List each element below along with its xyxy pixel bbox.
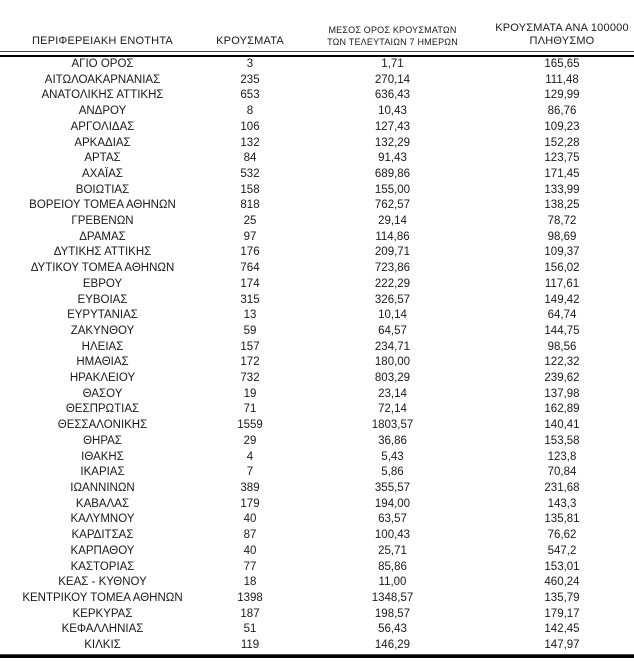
cases-cell: 8 xyxy=(246,105,254,118)
avg-7day-cell: 234,71 xyxy=(374,340,411,353)
table-row xyxy=(0,214,634,230)
cases-cell: 87 xyxy=(243,529,257,542)
cases-cell: 106 xyxy=(240,120,260,133)
region-cell: ΚΕΑΣ - ΚΥΘΝΟΥ xyxy=(58,576,147,589)
region-cell: ΘΑΣΟΥ xyxy=(82,387,123,400)
per-100k-cell: 162,89 xyxy=(544,403,580,416)
cases-cell: 764 xyxy=(240,262,260,275)
header-row xyxy=(0,10,634,52)
table-row xyxy=(0,371,634,387)
per-100k-cell: 109,23 xyxy=(544,120,580,133)
table-row xyxy=(0,198,634,214)
region-cell: ΗΛΕΙΑΣ xyxy=(81,340,124,353)
region-cell: ΑΡΚΑΔΙΑΣ xyxy=(74,136,131,149)
region-cell: ΚΑΡΠΑΘΟΥ xyxy=(70,544,135,557)
cases-cell: 532 xyxy=(240,167,260,180)
cases-cell: 158 xyxy=(240,183,260,196)
cases-cell: 172 xyxy=(240,356,260,369)
table-row xyxy=(0,151,634,167)
per-100k-cell: 98,69 xyxy=(547,230,577,243)
per-100k-cell: 137,98 xyxy=(544,387,580,400)
region-cell: ΘΕΣΠΡΩΤΙΑΣ xyxy=(65,403,140,416)
region-cell: ΚΕΝΤΡΙΚΟΥ ΤΟΜΕΑ ΑΘΗΝΩΝ xyxy=(22,591,183,604)
table-row xyxy=(0,607,634,623)
table-footer xyxy=(0,654,634,656)
avg-7day-cell: 56,43 xyxy=(378,623,407,636)
per-100k-cell: 133,99 xyxy=(544,183,580,196)
per-100k-cell: 547,2 xyxy=(547,544,577,557)
table-header xyxy=(0,10,634,56)
table-row xyxy=(0,73,634,89)
per-100k-cell: 144,75 xyxy=(544,324,580,337)
avg-7day-cell: 29,14 xyxy=(378,215,407,228)
per-100k-cell: 129,99 xyxy=(544,89,580,102)
per-100k-cell: 76,62 xyxy=(547,529,577,542)
cases-cell: 18 xyxy=(243,576,257,589)
avg-7day-cell: 132,29 xyxy=(374,136,411,149)
avg-7day-cell: 23,14 xyxy=(378,387,407,400)
avg-7day-cell: 803,29 xyxy=(374,372,411,385)
region-cell: ΘΗΡΑΣ xyxy=(83,434,122,447)
region-cell: ΑΧΑΪΑΣ xyxy=(82,167,123,180)
region-cell: ΚΑΛΥΜΝΟΥ xyxy=(70,513,135,526)
table-row xyxy=(0,308,634,324)
table-row xyxy=(0,481,634,497)
per-100k-cell: 147,97 xyxy=(490,638,634,654)
per-100k-cell: 111,48 xyxy=(545,73,579,86)
cases-cell: 7 xyxy=(246,466,254,479)
cases-cell: 732 xyxy=(240,372,260,385)
per-100k-cell: 153,01 xyxy=(544,560,580,573)
avg-7day-cell: 762,57 xyxy=(374,199,411,212)
avg-7day-cell: 723,86 xyxy=(374,262,411,275)
per-100k-cell: 171,45 xyxy=(544,167,580,180)
region-cell: ΕΥΡΥΤΑΝΙΑΣ xyxy=(67,309,138,322)
region-cell: ΘΕΣΣΑΛΟΝΙΚΗΣ xyxy=(57,419,148,432)
column-header-cases-label: ΚΡΟΥΣΜΑΤΑ xyxy=(216,35,284,47)
region-cell: ΔΡΑΜΑΣ xyxy=(79,230,126,243)
table-row xyxy=(0,528,634,544)
per-100k-cell: 135,79 xyxy=(544,591,580,604)
table-row xyxy=(0,183,634,199)
avg-7day-cell: 91,43 xyxy=(378,152,407,165)
cases-cell: 389 xyxy=(240,481,260,494)
table-row xyxy=(0,418,634,434)
cases-cell: 84 xyxy=(243,152,257,165)
avg-7day-cell: 10,43 xyxy=(378,105,407,118)
column-header-per-100k-line1: ΚΡΟΥΣΜΑΤΑ ΑΝΑ 100000 xyxy=(495,22,629,34)
table-row xyxy=(0,120,634,136)
region-cell: ΓΡΕΒΕΝΩΝ xyxy=(71,215,134,228)
cases-cell: 132 xyxy=(240,136,260,149)
region-cell: ΔΥΤΙΚΗΣ ΑΤΤΙΚΗΣ xyxy=(53,246,152,259)
region-cell: ΒΟΡΕΙΟΥ ΤΟΜΕΑ ΑΘΗΝΩΝ xyxy=(29,199,176,212)
cases-cell: 174 xyxy=(240,277,260,290)
table-row xyxy=(0,104,634,120)
per-100k-cell: 138,25 xyxy=(544,199,580,212)
column-header-cases xyxy=(205,10,295,52)
per-100k-cell: 179,17 xyxy=(544,607,580,620)
avg-7day-cell: 63,57 xyxy=(378,513,407,526)
avg-7day-cell: 5,86 xyxy=(381,466,404,479)
per-100k-cell: 117,61 xyxy=(544,277,580,290)
table-row xyxy=(0,544,634,560)
per-100k-cell: 231,68 xyxy=(544,481,580,494)
cases-cell: 13 xyxy=(243,309,257,322)
avg-7day-cell: 355,57 xyxy=(374,481,411,494)
table-row xyxy=(0,324,634,340)
region-cell: ΗΜΑΘΙΑΣ xyxy=(76,356,129,369)
cases-cell: 119 xyxy=(205,638,295,654)
region-cell: ΖΑΚΥΝΘΟΥ xyxy=(70,324,135,337)
per-100k-cell: 165,65 xyxy=(544,58,580,70)
cases-cell: 818 xyxy=(240,199,260,212)
region-cell: ΕΥΒΟΙΑΣ xyxy=(77,293,128,306)
regional-cases-table xyxy=(0,10,634,658)
per-100k-cell: 239,62 xyxy=(544,372,580,385)
region-cell: ΑΡΤΑΣ xyxy=(84,152,121,165)
column-header-avg-7day-line1: ΜΕΣΟΣ ΟΡΟΣ ΚΡΟΥΣΜΑΤΩΝ xyxy=(328,25,457,35)
avg-7day-cell: 36,86 xyxy=(378,434,407,447)
table-row xyxy=(0,136,634,152)
table-row xyxy=(0,622,634,638)
per-100k-cell: 122,32 xyxy=(544,356,580,369)
table-row xyxy=(0,230,634,246)
per-100k-cell: 70,84 xyxy=(547,466,577,479)
table-row xyxy=(0,638,634,654)
cases-cell: 176 xyxy=(240,246,260,259)
bottom-thick-rule-cell xyxy=(0,654,634,656)
region-cell: ΚΕΦΑΛΛΗΝΙΑΣ xyxy=(61,623,144,636)
cases-cell: 77 xyxy=(243,560,257,573)
cases-cell: 157 xyxy=(240,340,260,353)
avg-7day-cell: 127,43 xyxy=(374,120,411,133)
cases-cell: 51 xyxy=(243,623,257,636)
cases-cell: 3 xyxy=(246,58,254,70)
avg-7day-cell: 689,86 xyxy=(374,167,411,180)
column-header-avg-7day-line2: ΤΩΝ ΤΕΛΕΥΤΑΙΩΝ 7 ΗΜΕΡΩΝ xyxy=(327,36,458,47)
per-100k-cell: 98,56 xyxy=(547,340,577,353)
per-100k-cell: 109,37 xyxy=(544,246,580,259)
per-100k-cell: 123,8 xyxy=(547,450,577,463)
cases-cell: 19 xyxy=(243,387,257,400)
table-row xyxy=(0,387,634,403)
region-cell: ΚΕΡΚΥΡΑΣ xyxy=(72,607,133,620)
region-cell: ΙΘΑΚΗΣ xyxy=(81,450,124,463)
table-row xyxy=(0,277,634,293)
avg-7day-cell: 1803,57 xyxy=(371,419,414,432)
region-cell: ΕΒΡΟΥ xyxy=(82,277,123,290)
table-row xyxy=(0,465,634,481)
region-cell: ΔΥΤΙΚΟΥ ΤΟΜΕΑ ΑΘΗΝΩΝ xyxy=(30,262,175,275)
region-cell: ΑΝΑΤΟΛΙΚΗΣ ΑΤΤΙΚΗΣ xyxy=(41,89,164,102)
region-cell: ΑΝΔΡΟΥ xyxy=(78,105,127,118)
region-cell: ΒΟΙΩΤΙΑΣ xyxy=(75,183,130,196)
cases-cell: 179 xyxy=(240,497,260,510)
table-body xyxy=(0,56,634,654)
table-row xyxy=(0,497,634,513)
per-100k-cell: 149,42 xyxy=(544,293,580,306)
avg-7day-cell: 11,00 xyxy=(378,576,407,589)
per-100k-cell: 78,72 xyxy=(547,215,577,228)
bottom-thick-rule xyxy=(0,654,634,656)
table-row xyxy=(0,434,634,450)
per-100k-cell: 135,81 xyxy=(544,513,580,526)
cases-cell: 4 xyxy=(246,450,254,463)
cases-cell: 235 xyxy=(240,73,260,86)
avg-7day-cell: 198,57 xyxy=(374,607,411,620)
per-100k-cell: 140,41 xyxy=(544,419,580,432)
table-row xyxy=(0,261,634,277)
per-100k-cell: 86,76 xyxy=(547,105,577,118)
avg-7day-cell: 326,57 xyxy=(374,293,411,306)
avg-7day-cell: 155,00 xyxy=(374,183,411,196)
table-row xyxy=(0,245,634,261)
avg-7day-cell: 636,43 xyxy=(374,89,411,102)
table-row xyxy=(0,575,634,591)
column-header-region-label: ΠΕΡΙΦΕΡΕΙΑΚΗ ΕΝΟΤΗΤΑ xyxy=(32,35,173,47)
per-100k-cell: 123,75 xyxy=(544,152,580,165)
avg-7day-cell: 270,14 xyxy=(374,73,411,86)
per-100k-cell: 64,74 xyxy=(547,309,577,322)
region-cell: ΙΚΑΡΙΑΣ xyxy=(80,466,125,479)
column-header-avg-7day xyxy=(295,10,490,52)
table-row xyxy=(0,402,634,418)
cases-cell: 40 xyxy=(243,513,257,526)
table-row xyxy=(0,293,634,309)
avg-7day-cell: 85,86 xyxy=(378,560,407,573)
per-100k-cell: 153,58 xyxy=(544,434,580,447)
region-cell: ΚΑΣΤΟΡΙΑΣ xyxy=(70,560,135,573)
cases-cell: 71 xyxy=(243,403,257,416)
table-row xyxy=(0,167,634,183)
region-cell: ΙΩΑΝΝΙΝΩΝ xyxy=(70,481,135,494)
cases-cell: 315 xyxy=(240,293,260,306)
avg-7day-cell: 100,43 xyxy=(374,529,411,542)
avg-7day-cell: 114,86 xyxy=(375,230,410,243)
avg-7day-cell: 1,71 xyxy=(381,58,404,70)
table-row xyxy=(0,340,634,356)
column-header-region xyxy=(0,10,205,52)
avg-7day-cell: 10,14 xyxy=(378,309,407,322)
cases-cell: 97 xyxy=(243,230,257,243)
cases-cell: 187 xyxy=(240,607,260,620)
cases-cell: 59 xyxy=(243,324,257,337)
avg-7day-cell: 222,29 xyxy=(374,277,411,290)
avg-7day-cell: 180,00 xyxy=(374,356,411,369)
table-row xyxy=(0,450,634,466)
avg-7day-cell: 72,14 xyxy=(378,403,407,416)
table-row xyxy=(0,88,634,104)
cases-cell: 653 xyxy=(240,89,260,102)
per-100k-cell: 142,45 xyxy=(544,623,580,636)
table-row xyxy=(0,560,634,576)
region-cell: ΚΑΒΑΛΑΣ xyxy=(75,497,130,510)
avg-7day-cell: 146,29 xyxy=(295,638,490,654)
region-cell: ΚΙΛΚΙΣ xyxy=(0,638,205,654)
table-row xyxy=(0,56,634,73)
table-row xyxy=(0,355,634,371)
cases-cell: 1398 xyxy=(237,591,263,604)
per-100k-cell: 156,02 xyxy=(544,262,580,275)
region-cell: ΗΡΑΚΛΕΙΟΥ xyxy=(69,372,136,385)
per-100k-cell: 152,28 xyxy=(544,136,580,149)
region-cell: ΚΑΡΔΙΤΣΑΣ xyxy=(71,529,134,542)
per-100k-cell: 143,3 xyxy=(547,497,577,510)
avg-7day-cell: 1348,57 xyxy=(371,591,414,604)
cases-cell: 29 xyxy=(243,434,257,447)
per-100k-cell: 460,24 xyxy=(544,576,580,589)
avg-7day-cell: 194,00 xyxy=(374,497,411,510)
avg-7day-cell: 5,43 xyxy=(381,450,404,463)
column-header-per-100k-line2: ΠΛΗΘΥΣΜΟ xyxy=(529,35,595,47)
avg-7day-cell: 209,71 xyxy=(374,246,411,259)
cases-cell: 1559 xyxy=(237,419,263,432)
table-row xyxy=(0,591,634,607)
avg-7day-cell: 25,71 xyxy=(378,544,407,557)
region-cell: ΑΓΙΟ ΟΡΟΣ xyxy=(71,58,134,70)
table-row xyxy=(0,512,634,528)
cases-cell: 40 xyxy=(243,544,257,557)
region-cell: ΑΡΓΟΛΙΔΑΣ xyxy=(70,120,135,133)
cases-cell: 25 xyxy=(243,215,257,228)
column-header-per-100k xyxy=(490,10,634,52)
region-cell: ΑΙΤΩΛΟΑΚΑΡΝΑΝΙΑΣ xyxy=(44,73,161,86)
avg-7day-cell: 64,57 xyxy=(378,324,407,337)
